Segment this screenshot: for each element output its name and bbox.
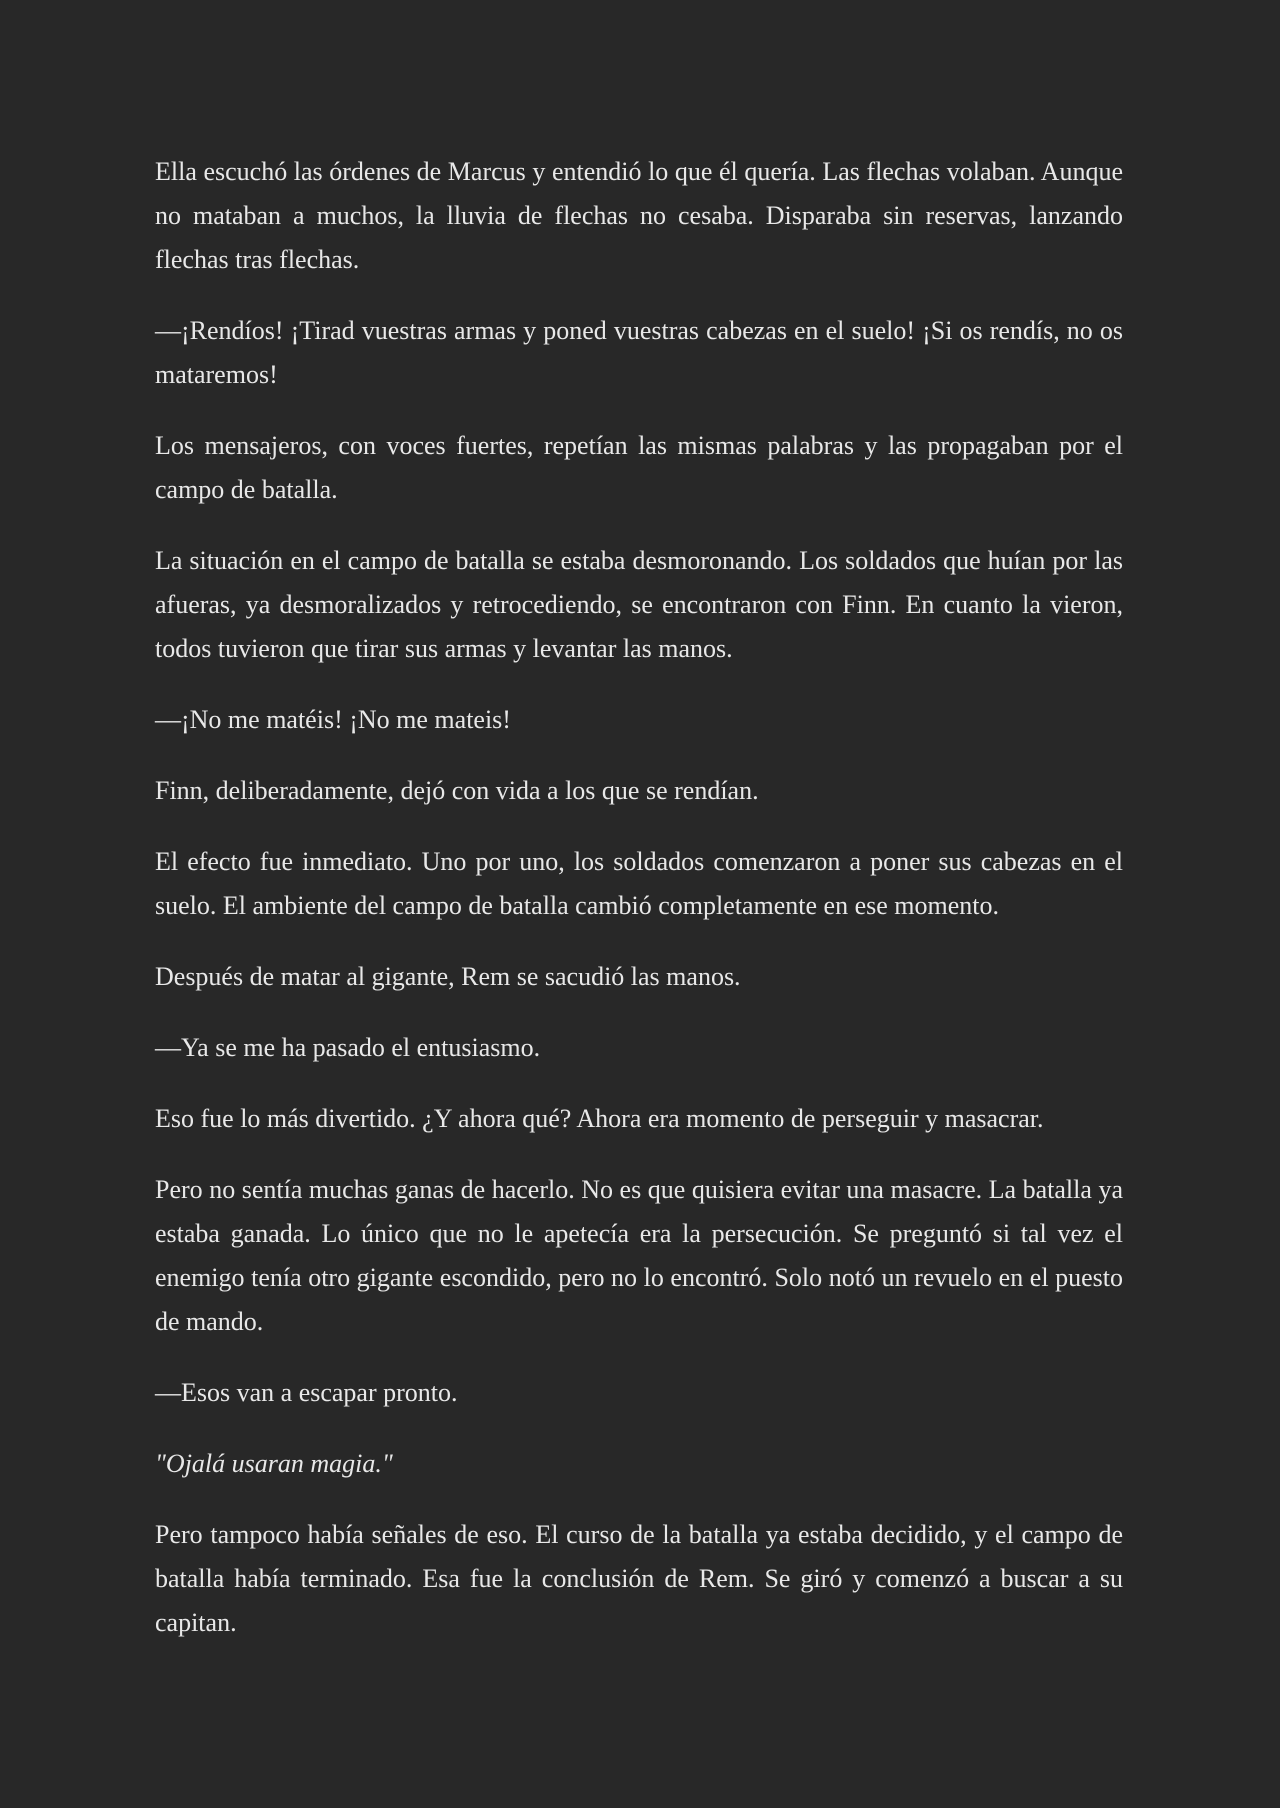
paragraph: El efecto fue inmediato. Uno por uno, los soldados comenzaron a poner sus cabezas en el suelo. El ambiente del campo de batalla cambió completamente en ese momento. xyxy=(155,847,1123,920)
paragraph: —Ya se me ha pasado el entusiasmo. xyxy=(155,1033,541,1062)
paragraph: La situación en el campo de batalla se estaba desmoronando. Los soldados que huían por las afueras, ya desmoralizados y retrocediendo, se encontraron con Finn. En cuanto la vieron, todos tuvieron que tirar sus armas y levantar las manos. xyxy=(155,546,1123,663)
paragraph: Pero tampoco había señales de eso. El curso de la batalla ya estaba decidido, y el campo de batalla había terminado. Esa fue la conclusión de Rem. Se giró y comenzó a buscar a su capitan. xyxy=(155,1520,1123,1637)
italic-thought: "Ojalá usaran magia." xyxy=(155,1449,393,1478)
paragraph: Los mensajeros, con voces fuertes, repetían las mismas palabras y las propagaban por el campo de batalla. xyxy=(155,431,1123,504)
paragraph: —¡Rendíos! ¡Tirad vuestras armas y poned vuestras cabezas en el suelo! ¡Si os rendís, no os mataremos! xyxy=(155,316,1123,389)
chapter-text xyxy=(155,150,1123,1672)
paragraph: Pero no sentía muchas ganas de hacerlo. No es que quisiera evitar una masacre. La batalla ya estaba ganada. Lo único que no le apetecía era la persecución. Se preguntó si tal vez el enemigo tenía otro gigante escondido, pero no lo encontró. Solo notó un revuelo en el puesto de mando. xyxy=(155,1175,1123,1336)
paragraph: —¡No me matéis! ¡No me mateis! xyxy=(155,705,511,734)
paragraph: Ella escuchó las órdenes de Marcus y entendió lo que él quería. Las flechas volaban. Aunque no mataban a muchos, la lluvia de flechas no cesaba. Disparaba sin reservas, lanzando flechas tras flechas. xyxy=(155,157,1123,274)
paragraph: Después de matar al gigante, Rem se sacudió las manos. xyxy=(155,962,741,991)
paragraph: —Esos van a escapar pronto. xyxy=(155,1378,458,1407)
paragraph: Finn, deliberadamente, dejó con vida a los que se rendían. xyxy=(155,776,759,805)
paragraph: Eso fue lo más divertido. ¿Y ahora qué? Ahora era momento de perseguir y masacrar. xyxy=(155,1104,1044,1133)
